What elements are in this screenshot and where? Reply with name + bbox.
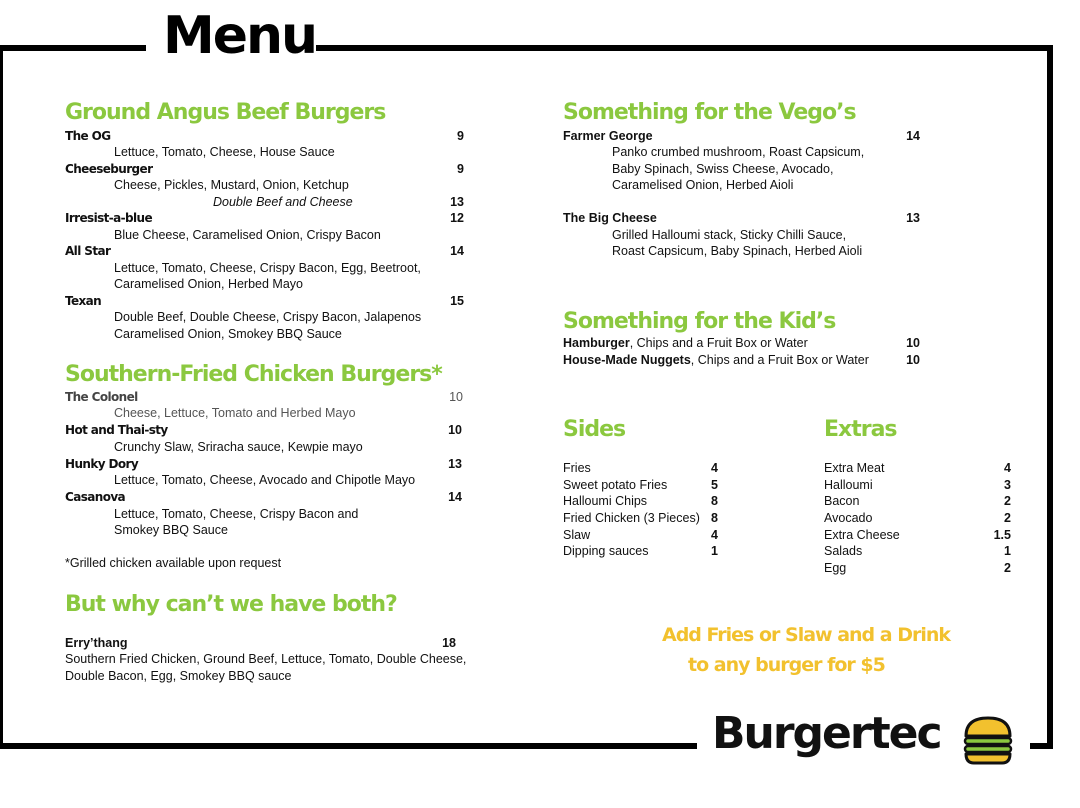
- extra-item-price: 4: [1004, 461, 1011, 475]
- brand-name: Burgertec: [712, 708, 941, 759]
- section-heading-angus: Ground Angus Beef Burgers: [65, 100, 386, 125]
- extra-item-name: Halloumi: [824, 478, 873, 492]
- frame-bottom-right: [1030, 743, 1053, 749]
- menu-item-desc: Lettuce, Tomato, Cheese, Avocado and Chipotle Mayo: [114, 473, 416, 487]
- side-item-price: 5: [711, 478, 718, 492]
- extra-item-name: Extra Cheese: [824, 528, 900, 542]
- menu-item-desc: Southern Fried Chicken, Ground Beef, Lettuce, Tomato, Double Cheese,: [65, 652, 467, 666]
- menu-item-price: 12: [450, 211, 464, 225]
- menu-item-price: 9: [457, 129, 464, 143]
- menu-item-name: Hot and Thai-sty: [65, 423, 168, 437]
- side-item-name: Halloumi Chips: [563, 494, 648, 508]
- section-heading-kids: Something for the Kid’s: [563, 309, 836, 334]
- section-heading-chicken: Southern-Fried Chicken Burgers*: [65, 362, 442, 387]
- menu-item-name: Cheeseburger: [65, 162, 153, 176]
- side-item-name: Slaw: [563, 528, 591, 542]
- menu-item-desc: Panko crumbed mushroom, Roast Capsicum,: [612, 145, 865, 159]
- menu-item-name: The Big Cheese: [563, 211, 657, 225]
- menu-item-price: 15: [450, 294, 464, 308]
- kids-item: [563, 352, 869, 368]
- menu-item-price: 10: [449, 390, 463, 404]
- side-item-name: Fried Chicken (3 Pieces): [563, 511, 700, 525]
- menu-item-name: The Colonel: [65, 390, 138, 404]
- menu-item-price: 14: [906, 129, 920, 143]
- menu-item-desc: Double Beef, Double Cheese, Crispy Bacon, Jalapenos: [114, 310, 422, 324]
- chicken-note: *Grilled chicken available upon request: [65, 556, 282, 570]
- kids-item-detail: , Chips and a Fruit Box or Water: [629, 336, 808, 350]
- kids-item: [563, 335, 808, 351]
- side-item-name: Fries: [563, 461, 591, 475]
- promo-line-2: to any burger for $5: [688, 654, 885, 676]
- kids-item-detail: , Chips and a Fruit Box or Water: [690, 353, 869, 367]
- menu-item-name: Irresist-a-blue: [65, 211, 153, 225]
- menu-item-desc: Lettuce, Tomato, Cheese, Crispy Bacon, Egg, Beetroot,: [114, 261, 421, 275]
- menu-item-desc: Lettuce, Tomato, Cheese, Crispy Bacon and: [114, 507, 359, 521]
- side-item-name: Dipping sauces: [563, 544, 649, 558]
- menu-item-price: 13: [448, 457, 462, 471]
- menu-item-variant: Double Beef and Cheese: [213, 195, 353, 209]
- side-item-price: 8: [711, 494, 718, 508]
- page-title: Menu: [163, 6, 317, 66]
- burger-logo-icon: [962, 714, 1014, 766]
- section-heading-both: But why can’t we have both?: [65, 592, 397, 617]
- extra-item-name: Avocado: [824, 511, 873, 525]
- frame-bottom-left: [0, 743, 697, 749]
- menu-item-price: 14: [448, 490, 462, 504]
- frame-left: [0, 45, 3, 748]
- promo-line-1: Add Fries or Slaw and a Drink: [662, 624, 951, 646]
- menu-item-desc: Lettuce, Tomato, Cheese, House Sauce: [114, 145, 335, 159]
- menu-item-desc: Caramelised Onion, Herbed Aioli: [612, 178, 794, 192]
- extra-item-name: Extra Meat: [824, 461, 885, 475]
- menu-item-desc: Blue Cheese, Caramelised Onion, Crispy Bacon: [114, 228, 381, 242]
- section-heading-extras: Extras: [824, 417, 897, 442]
- menu-item-desc: Caramelised Onion, Herbed Mayo: [114, 277, 303, 291]
- menu-item-price: 10: [448, 423, 462, 437]
- menu-item-name: Hunky Dory: [65, 457, 139, 471]
- side-item-price: 4: [711, 528, 718, 542]
- section-heading-sides: Sides: [563, 417, 626, 442]
- menu-item-desc: Cheese, Pickles, Mustard, Onion, Ketchup: [114, 178, 349, 192]
- side-item-price: 8: [711, 511, 718, 525]
- menu-item-name: All Star: [65, 244, 111, 258]
- menu-item-price: 10: [906, 336, 920, 350]
- menu-item-price: 18: [442, 636, 456, 650]
- frame-right: [1047, 45, 1053, 749]
- menu-item-desc: Roast Capsicum, Baby Spinach, Herbed Aioli: [612, 244, 863, 258]
- kids-item-name: Hamburger: [563, 336, 630, 350]
- menu-item-price: 10: [906, 353, 920, 367]
- menu-item-name: Texan: [65, 294, 102, 308]
- menu-item-price: 13: [906, 211, 920, 225]
- menu-item-desc: Baby Spinach, Swiss Cheese, Avocado,: [612, 162, 834, 176]
- side-item-price: 4: [711, 461, 718, 475]
- extra-item-name: Bacon: [824, 494, 860, 508]
- menu-item-desc: Grilled Halloumi stack, Sticky Chilli Sauce,: [612, 228, 847, 242]
- menu-item-variant-price: 13: [450, 195, 464, 209]
- menu-item-desc: Caramelised Onion, Smokey BBQ Sauce: [114, 327, 342, 341]
- extra-item-price: 2: [1004, 511, 1011, 525]
- kids-item-name: House-Made Nuggets: [563, 353, 691, 367]
- menu-item-name: Farmer George: [563, 129, 653, 143]
- menu-item-desc: Double Bacon, Egg, Smokey BBQ sauce: [65, 669, 292, 683]
- menu-item-name: Erry’thang: [65, 636, 128, 650]
- menu-item-name: The OG: [65, 129, 111, 143]
- menu-item-desc: Cheese, Lettuce, Tomato and Herbed Mayo: [114, 406, 356, 420]
- frame-top-left: [0, 45, 146, 51]
- extra-item-name: Salads: [824, 544, 863, 558]
- extra-item-price: 1.5: [993, 528, 1011, 542]
- section-heading-vego: Something for the Vego’s: [563, 100, 856, 125]
- menu-item-name: Casanova: [65, 490, 126, 504]
- side-item-price: 1: [711, 544, 718, 558]
- menu-item-price: 9: [457, 162, 464, 176]
- frame-top-right: [316, 45, 1053, 51]
- extra-item-price: 2: [1004, 494, 1011, 508]
- extra-item-name: Egg: [824, 561, 847, 575]
- menu-item-desc: Smokey BBQ Sauce: [114, 523, 228, 537]
- menu-item-price: 14: [450, 244, 464, 258]
- extra-item-price: 2: [1004, 561, 1011, 575]
- side-item-name: Sweet potato Fries: [563, 478, 668, 492]
- extra-item-price: 1: [1004, 544, 1011, 558]
- extra-item-price: 3: [1004, 478, 1011, 492]
- menu-item-desc: Crunchy Slaw, Sriracha sauce, Kewpie mayo: [114, 440, 363, 454]
